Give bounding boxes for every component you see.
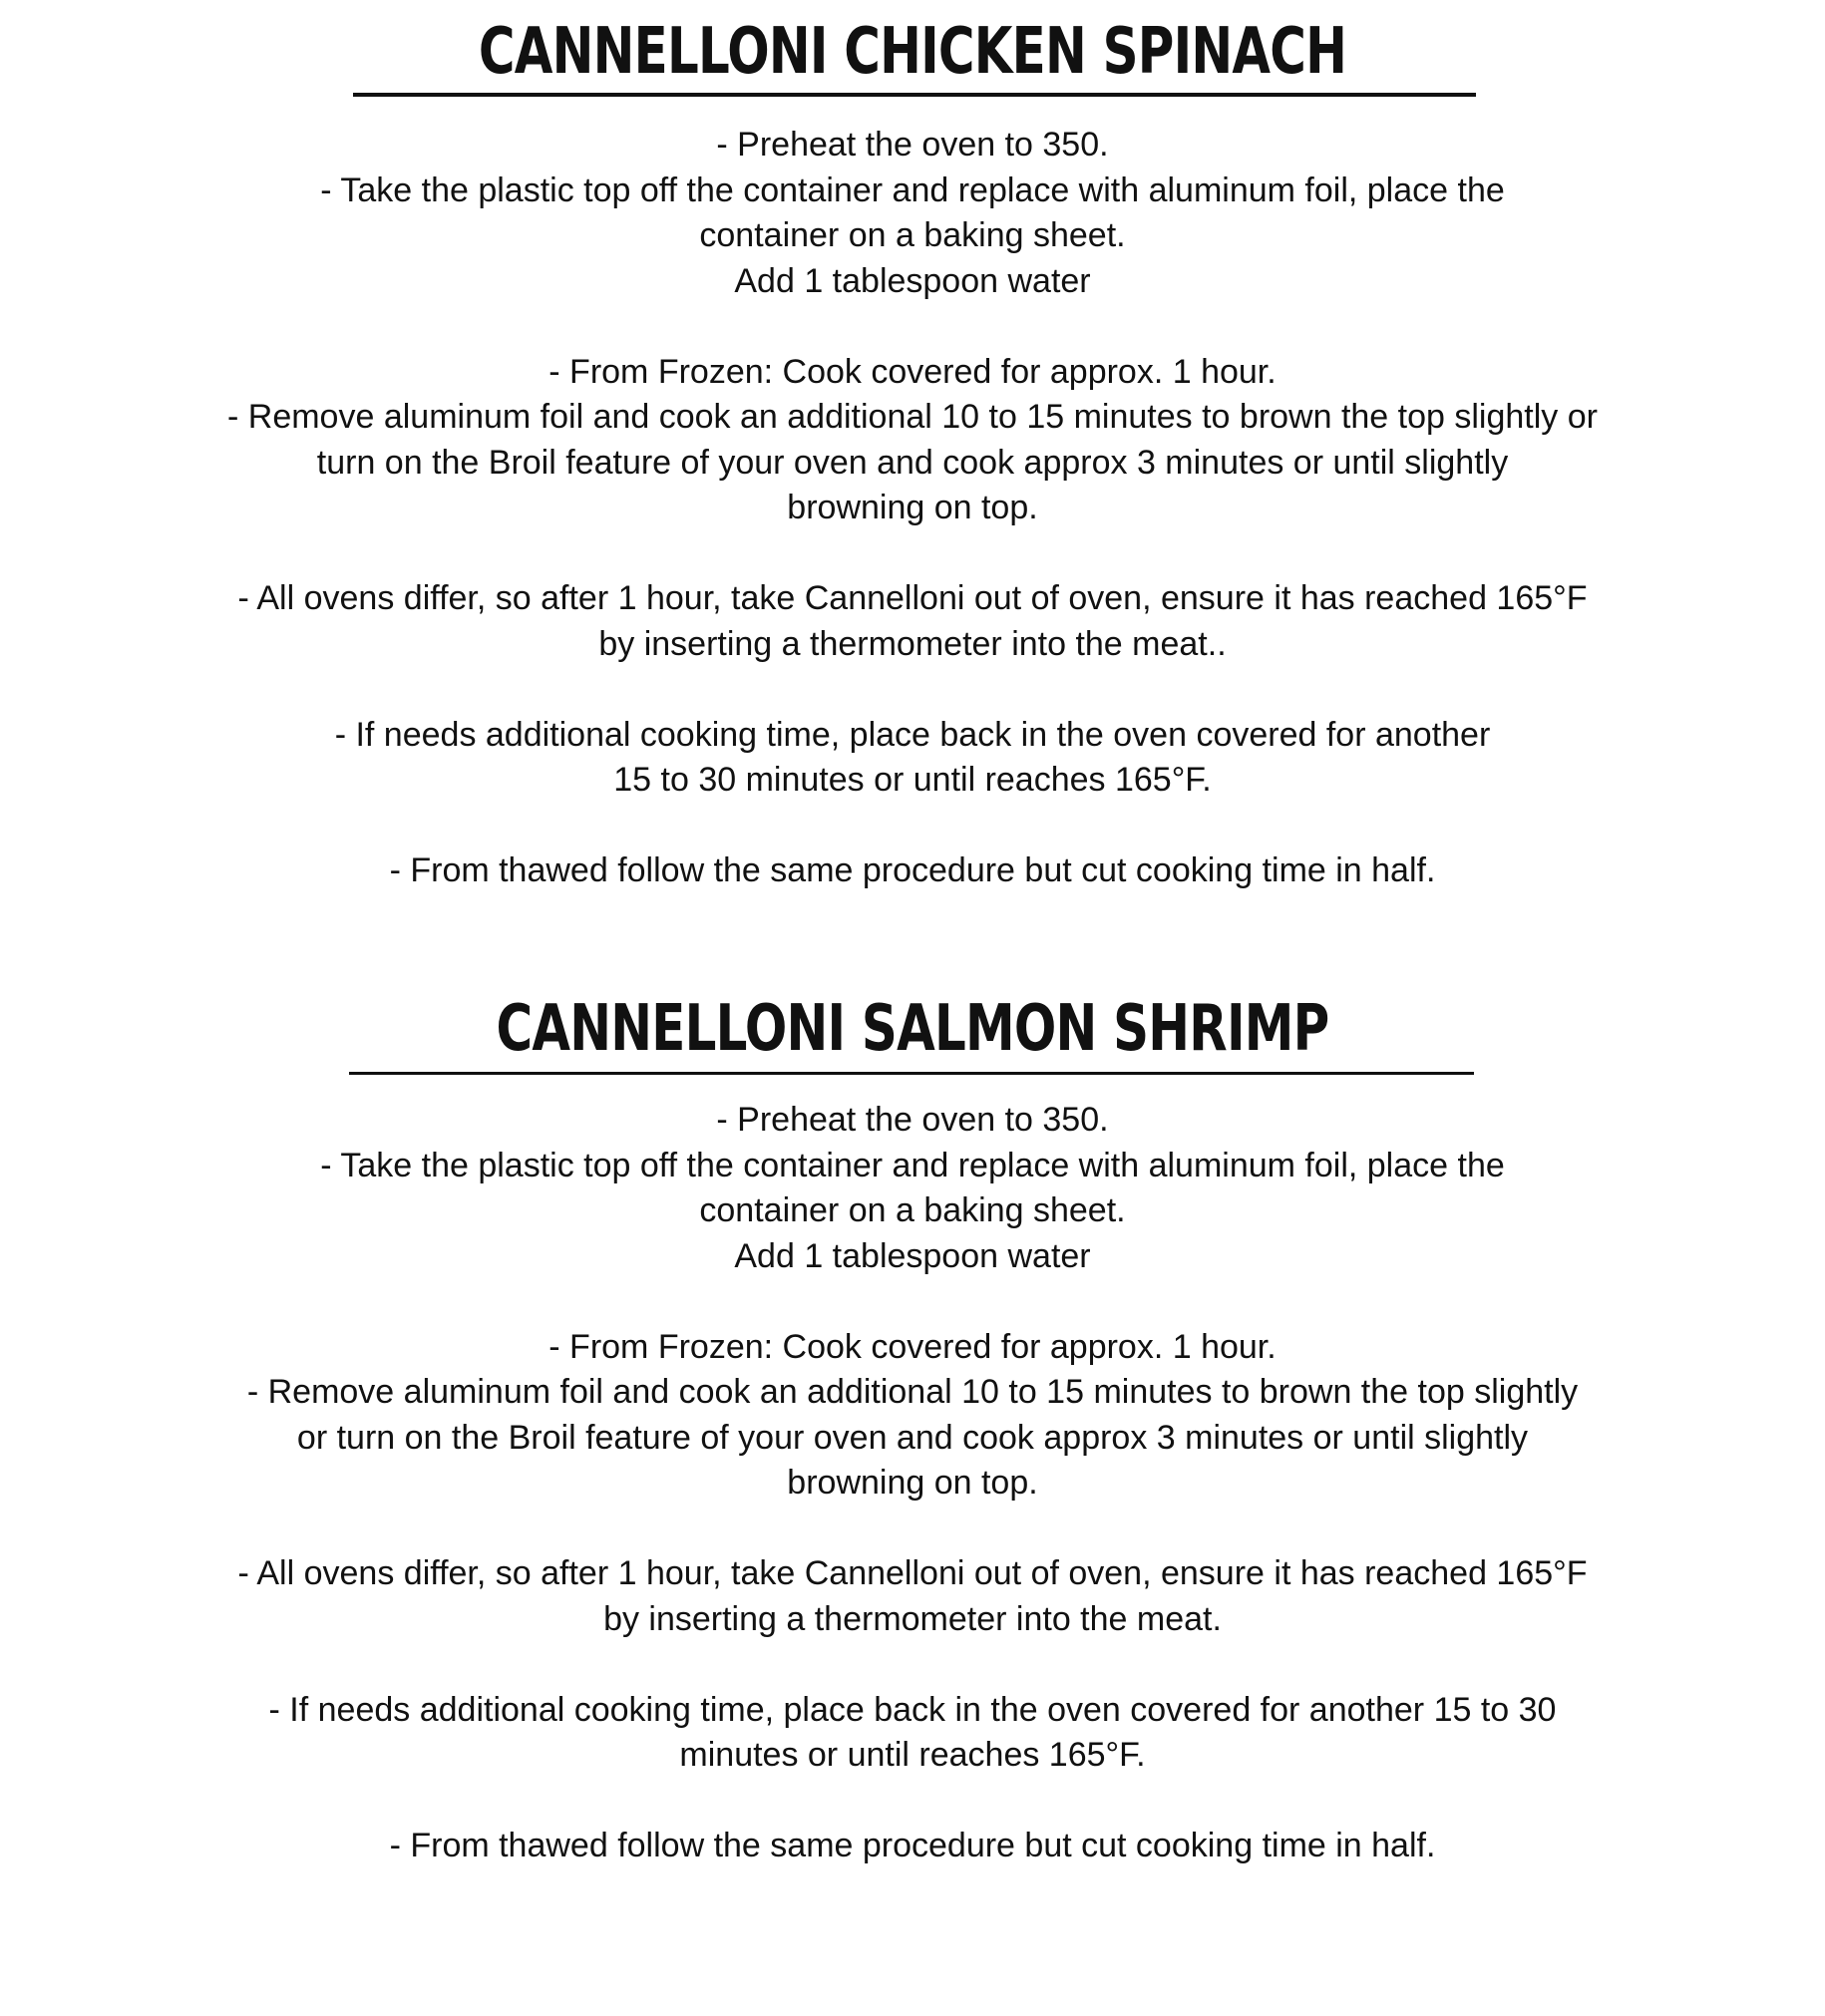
instruction-line: Add 1 tablespoon water: [734, 261, 1091, 300]
instruction-line: turn on the Broil feature of your oven and cook approx 3 minutes or until slightly: [316, 443, 1509, 482]
instruction-line: 15 to 30 minutes or until reaches 165°F.: [613, 761, 1212, 799]
instruction-line: or turn on the Broil feature of your oven and cook approx 3 minutes or until slightly: [296, 1418, 1529, 1457]
blank-line: [0, 531, 1825, 577]
blank-line: [0, 1507, 1825, 1552]
instruction-line: - If needs additional cooking time, place back in the oven covered for another: [334, 715, 1491, 754]
instruction-line: - Remove aluminum foil and cook an additional 10 to 15 minutes to brown the top slightly or: [227, 398, 1598, 436]
instruction-line: - From Frozen: Cook covered for approx. 1 hour.: [548, 1327, 1277, 1366]
instruction-line: - From Frozen: Cook covered for approx. 1 hour.: [548, 352, 1277, 391]
blank-line: [0, 667, 1825, 713]
instruction-line: by inserting a thermometer into the meat..: [598, 624, 1227, 663]
instruction-line: - From thawed follow the same procedure but cut cooking time in half.: [389, 1827, 1436, 1864]
blank-line: [0, 1279, 1825, 1325]
instruction-line: - Take the plastic top off the container and replace with aluminum foil, place the: [320, 170, 1505, 209]
instruction-line: - Preheat the oven to 350.: [716, 1101, 1109, 1139]
blank-line: [0, 304, 1825, 350]
instruction-line: - All ovens differ, so after 1 hour, take Cannelloni out of oven, ensure it has reached 165°F: [237, 1554, 1588, 1592]
instruction-line: container on a baking sheet.: [699, 216, 1126, 254]
instructions-chicken-spinach: [0, 123, 1825, 894]
instruction-line: - Remove aluminum foil and cook an additional 10 to 15 minutes to brown the top slightly: [246, 1373, 1579, 1411]
title-underline: [349, 1072, 1474, 1075]
section-title-salmon-shrimp: CANNELLONI SALMON SHRIMP: [496, 992, 1329, 1066]
instruction-line: minutes or until reaches 165°F.: [679, 1736, 1146, 1774]
blank-line: [0, 804, 1825, 849]
instruction-line: - Preheat the oven to 350.: [716, 126, 1109, 164]
blank-line: [0, 1642, 1825, 1688]
instruction-line: by inserting a thermometer into the meat.: [603, 1599, 1222, 1638]
instruction-line: browning on top.: [787, 489, 1038, 526]
instruction-line: Add 1 tablespoon water: [734, 1236, 1091, 1275]
instruction-line: - All ovens differ, so after 1 hour, take Cannelloni out of oven, ensure it has reached 165°F: [237, 579, 1588, 617]
blank-line: [0, 1779, 1825, 1825]
section-title-chicken-spinach: CANNELLONI CHICKEN SPINACH: [478, 15, 1347, 89]
title-underline: [353, 93, 1476, 97]
instruction-line: container on a baking sheet.: [699, 1191, 1126, 1229]
instructions-salmon-shrimp: [0, 1098, 1825, 1869]
instruction-line: browning on top.: [787, 1464, 1038, 1502]
instruction-line: - If needs additional cooking time, place back in the oven covered for another 15 to 30: [268, 1690, 1557, 1729]
instruction-line: - Take the plastic top off the container and replace with aluminum foil, place the: [320, 1146, 1505, 1184]
instruction-line: - From thawed follow the same procedure but cut cooking time in half.: [389, 851, 1436, 889]
